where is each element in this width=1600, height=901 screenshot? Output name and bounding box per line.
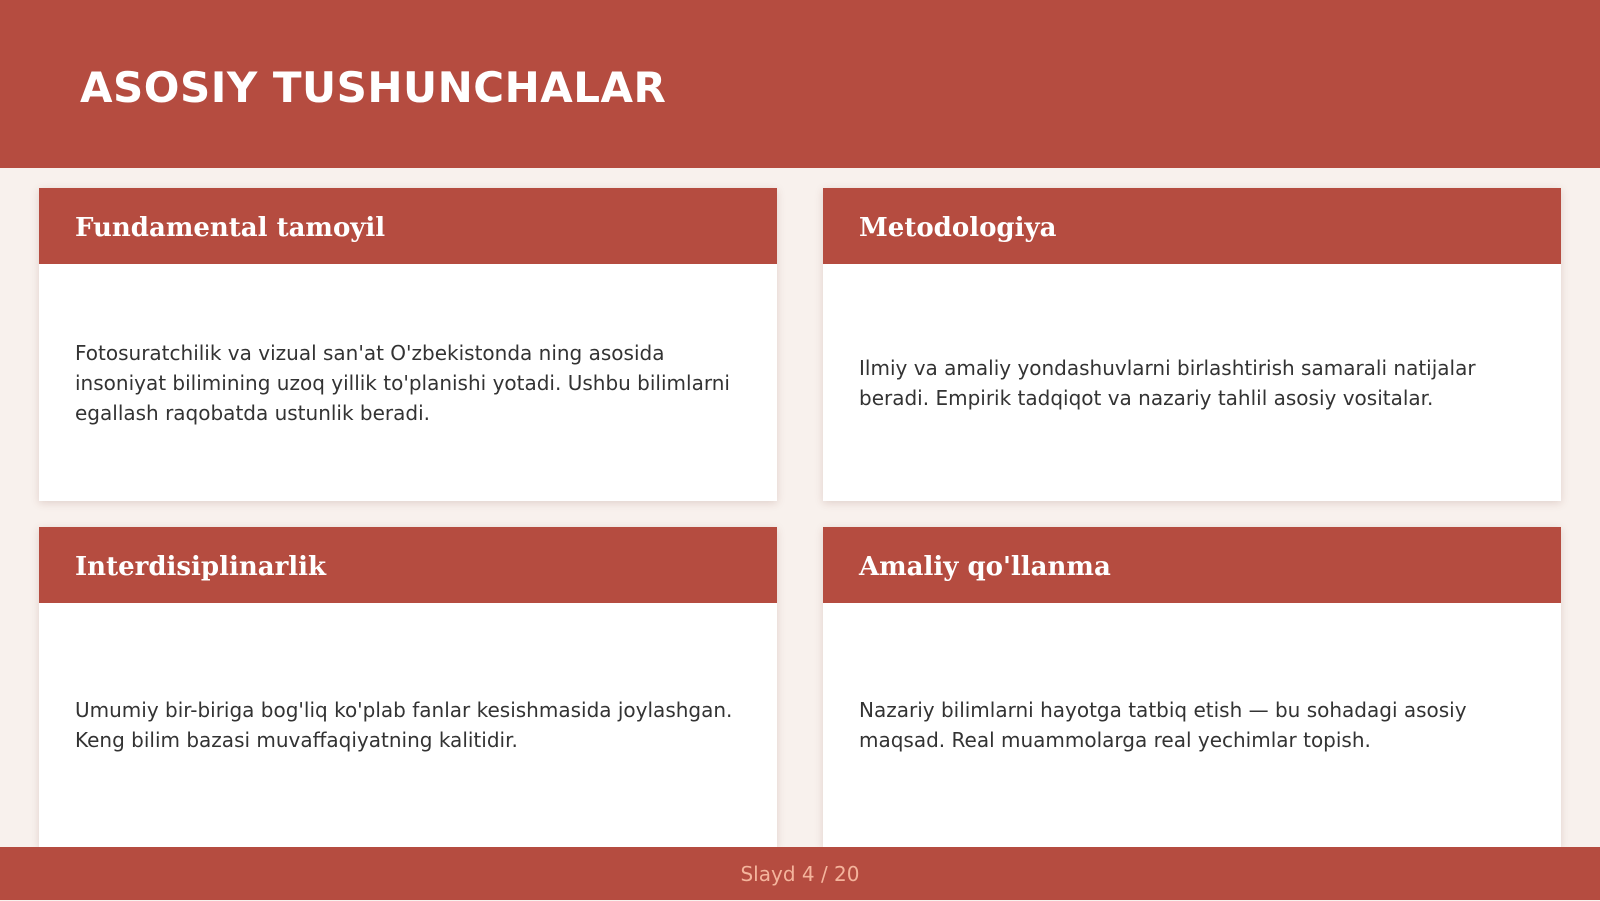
card-header <box>39 527 777 603</box>
card-body <box>859 603 1525 847</box>
card-body <box>75 264 741 501</box>
footer-bar <box>0 847 1600 900</box>
slide-counter: Slayd 4 / 20 <box>740 862 860 886</box>
header-bar <box>0 0 1600 168</box>
card-text: Umumiy bir-biriga bog'liq ko'plab fanlar kesishmasida joylashgan. Keng bilim bazasi muvaffaqiyatning kalitidir. <box>75 698 733 752</box>
card-interdisiplinarlik <box>39 527 777 847</box>
slide-title: ASOSIY TUSHUNCHALAR <box>80 63 667 112</box>
card-body <box>75 603 741 847</box>
card-amaliy-qollanma <box>823 527 1561 847</box>
card-text: Fotosuratchilik va vizual san'at O'zbekistonda ning asosida insoniyat bilimining uzoq yillik to'planishi yotadi. Ushbu bilimlarni egallash raqobatda ustunlik beradi. <box>75 340 730 425</box>
card-title: Fundamental tamoyil <box>75 213 386 243</box>
card-text: Nazariy bilimlarni hayotga tatbiq etish — bu sohadagi asosiy maqsad. Real muammolarga real yechimlar topish. <box>859 698 1467 752</box>
card-fundamental-tamoyil <box>39 188 777 501</box>
card-header <box>39 188 777 264</box>
card-title: Metodologiya <box>859 213 1057 243</box>
card-text: Ilmiy va amaliy yondashuvlarni birlashtirish samarali natijalar beradi. Empirik tadqiqot va nazariy tahlil asosiy vositalar. <box>859 355 1476 410</box>
card-title: Interdisiplinarlik <box>75 552 327 582</box>
card-metodologiya <box>823 188 1561 501</box>
card-title: Amaliy qo'llanma <box>859 552 1111 582</box>
card-body <box>859 264 1525 501</box>
card-header <box>823 527 1561 603</box>
card-header <box>823 188 1561 264</box>
